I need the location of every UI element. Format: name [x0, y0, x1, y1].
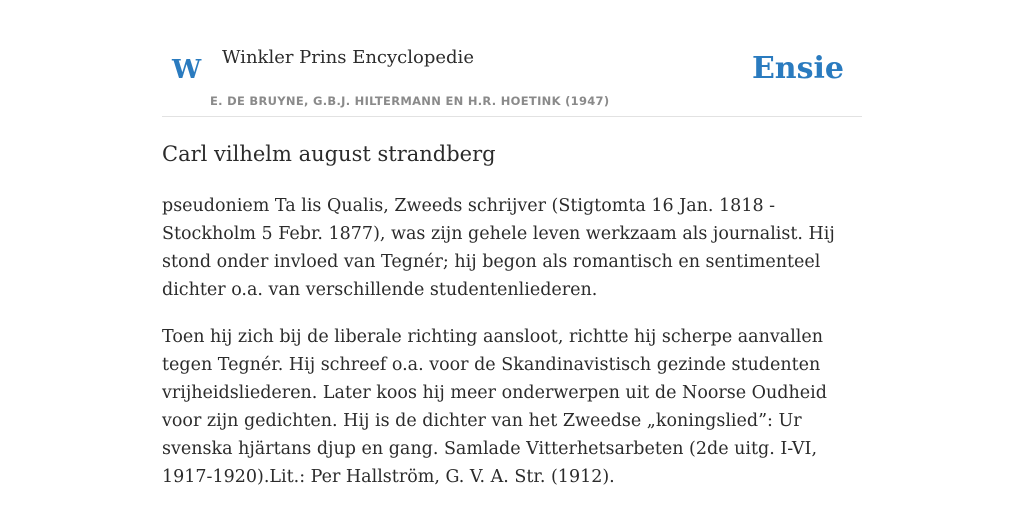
book-authors: E. DE BRUYNE, G.B.J. HILTERMANN EN H.R. HOETINK (1947)	[210, 94, 610, 108]
header	[162, 38, 862, 117]
article-title: Carl vilhelm august strandberg	[162, 142, 496, 166]
ensie-logo-link[interactable]: Ensie	[751, 51, 844, 86]
book-title[interactable]: Winkler Prins Encyclopedie	[222, 47, 474, 68]
article-body	[162, 192, 862, 510]
winkler-prins-logo[interactable]: W	[172, 55, 202, 85]
article-paragraph: Toen hij zich bij de liberale richting aansloot, richtte hij scherpe aanvallen tegen Tegnér. Hij schreef o.a. voor de Skandinavistisch gezinde studenten vrijheidsliederen. Later koos hij meer onderwerpen uit de Noorse Oudheid voor zijn gedichten. Hij is de dichter van het Zweedse „koningslied”: Ur svenska hjärtans djup en gang. Samlade Vitterhetsarbeten (2de uitg. I-VI, 1917-1920).Lit.: Per Hallström, G. V. A. Str. (1912).	[162, 327, 827, 487]
article-paragraph: pseudoniem Ta lis Qualis, Zweeds schrijver (Stigtomta 16 Jan. 1818 - Stockholm 5 Febr. 1877), was zijn gehele leven werkzaam als journalist. Hij stond onder invloed van Tegnér; hij begon als romantisch en sentimenteel dichter o.a. van verschillende studentenliederen.	[162, 196, 835, 300]
